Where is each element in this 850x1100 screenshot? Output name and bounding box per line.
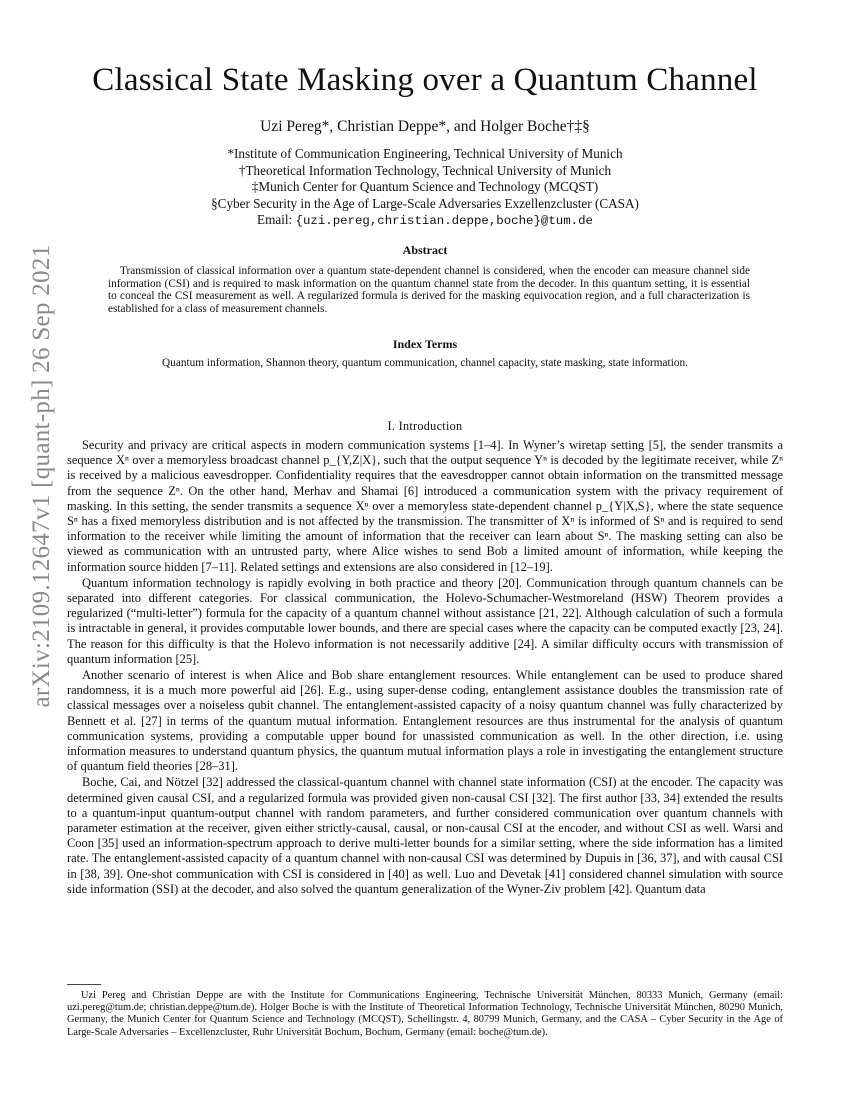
body-paragraph: Boche, Cai, and Nötzel [32] addressed the classical-quantum channel with channel state information (CSI) at the encoder. The capacity was determined given causal CSI, and a regularized formula was provided given non-causal CSI [32]. The first author [33, 34] extended the results to a quantum-input quantum-output channel with random parameters, and further considered communication over quantum channels with parameter estimation at the receiver, given either strictly-causal, causal, or non-causal CSI at the encoder, and without CSI as well. Warsi and Coon [35] used an information-spectrum approach to derive multi-letter bounds for a similar setting, where the side information has a limited rate. The entanglement-assisted capacity of a quantum channel with non-causal CSI was determined by Dupuis in [36, 37], and with causal CSI in [38, 39]. One-shot communication with CSI is considered in [40] as well. Luo and Devetak [41] considered channel simulation with source side information (SSI) at the decoder, and also solved the quantum generalization of the Wyner-Ziv problem [42]. Quantum data [67,775,783,896]
abstract-heading: Abstract [402,243,448,257]
paper-title: Classical State Masking over a Quantum Channel [92,62,758,98]
affiliation-line: ‡Munich Center for Quantum Science and Technology (MCQST) [251,179,599,194]
footnote: Uzi Pereg and Christian Deppe are with the Institute for Communications Engineering, Technische Universität München, 80333 Munich, Germany (email: uzi.pereg@tum.de; christian.deppe@tum.de). Holger Boche is with the Institute of Theoretical Information Technology, Technische Universität München, 80290 Munich, Germany, the Munich Center for Quantum Science and Technology (MCQST), Schellingstr. 4, 80799 Munich, Germany, and the CASA – Cyber Security in the Age of Large-Scale Adversaries – Excellenzcluster, Ruhr Universität Bochum, Bochum, Germany (email: boche@tum.de). [67,990,783,1038]
email-address: {uzi.pereg,christian.deppe,boche}@tum.de [295,214,593,228]
email-label: Email: [257,212,293,227]
abstract-text: Transmission of classical information over a quantum state-dependent channel is considered, when the encoder can measure channel side information (CSI) and is required to mask information on the quantum channel state from the decoder. In this quantum setting, it is essential to conceal the CSI measurement as well. A regularized formula is derived for the masking equivocation region, and a full characterization is established for a class of measurement channels. [108,265,750,315]
body-paragraph: Security and privacy are critical aspects in modern communication systems [1–4]. In Wyner’s wiretap setting [5], the sender transmits a sequence Xⁿ over a memoryless broadcast channel p_{Y,Z|X}, such that the output sequence Yⁿ is decoded by the legitimate receiver, while Zⁿ is received by a malicious eavesdropper. Confidentiality requires that the eavesdropper cannot obtain information on the transmitted message from the sequence Zⁿ. On the other hand, Merhav and Shamai [6] introduced a communication system with the privacy requirement of masking. In this setting, the sender transmits a sequence Xⁿ over a memoryless state-dependent channel p_{Y|X,S}, where the state sequence Sⁿ has a fixed memoryless distribution and is not affected by the transmission. The transmitter of Xⁿ is informed of Sⁿ and is required to send information to the receiver while limiting the amount of information that the receiver can learn about Sⁿ. The masking setting can also be viewed as communication with an untrusted party, where Alice wishes to send Bob a limited amount of information, while keeping the information source hidden [7–11]. Related settings and extensions are also considered in [12–19]. [67,438,783,574]
arxiv-identifier: arXiv:2109.12647v1 [quant-ph] 26 Sep 2021 [28,244,55,708]
footnote-rule [67,984,101,985]
author-list: Uzi Pereg*, Christian Deppe*, and Holger Boche†‡§ [260,118,590,135]
introduction-body [67,438,783,898]
index-terms-heading: Index Terms [392,337,458,351]
affiliation-line: †Theoretical Information Technology, Technical University of Munich [238,162,612,178]
affiliation-line: §Cyber Security in the Age of Large-Scale Adversaries Exzellenzcluster (CASA) [211,195,639,211]
email-line [0,212,850,230]
index-terms-text: Quantum information, Shannon theory, quantum communication, channel capacity, state masking, state information. [162,357,688,369]
affiliations [0,146,850,230]
section-heading-introduction: I. Introduction [387,419,463,433]
body-paragraph: Quantum information technology is rapidly evolving in both practice and theory [20]. Communication through quantum channels can be separated into different categories. For classical communication, the Holevo-Schumacher-Westmoreland (HSW) Theorem provides a regularized (“multi-letter”) formula for the capacity of a quantum channel without assistance [21, 22]. Although calculation of such a formula is intractable in general, it provides computable lower bounds, and there are special cases where the capacity can be computed exactly [23, 24]. The reason for this difficulty is that the Holevo information is not necessarily additive [24]. A similar difficulty occurs with transmission of quantum information [25]. [67,575,783,666]
affiliation-line: *Institute of Communication Engineering, Technical University of Munich [227,146,623,161]
body-paragraph: Another scenario of interest is when Alice and Bob share entanglement resources. While entanglement can be used to produce shared randomness, it is a much more powerful aid [26]. E.g., using super-dense coding, entanglement assistance doubles the transmission rate of classical messages over a noiseless qubit channel. The entanglement-assisted capacity of a noisy quantum channel was fully characterized by Bennett et al. [27] in terms of the quantum mutual information. Entanglement resources are thus instrumental for the analysis of quantum communication systems, providing a computable upper bound for unassisted communication as well. In the other direction, i.e. using information measures to understand quantum physics, the quantum mutual information plays a role in investigating the entanglement structure of quantum field theories [28–31]. [67,668,783,774]
